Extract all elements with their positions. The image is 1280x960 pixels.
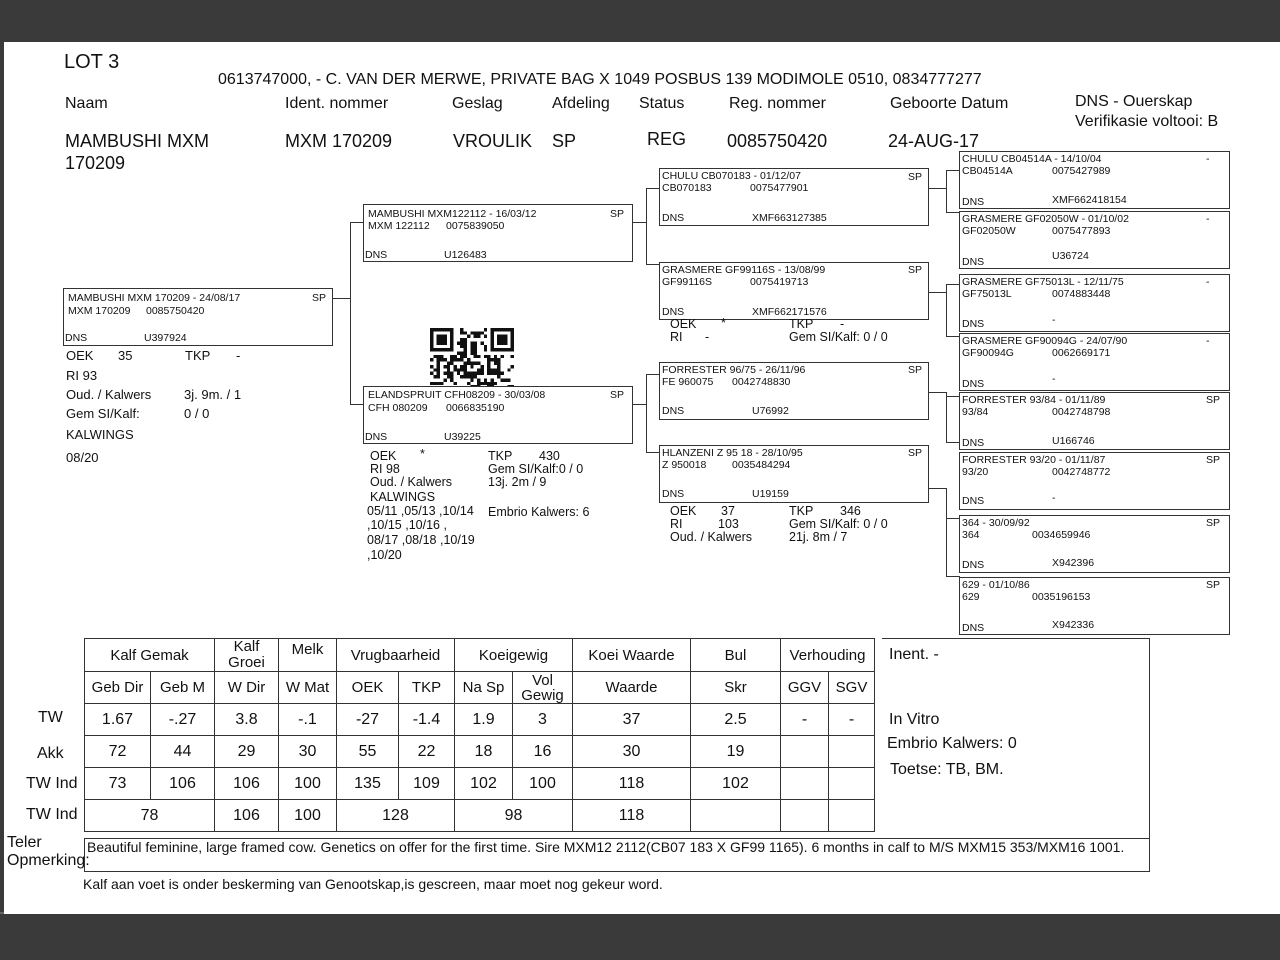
dam-dns: DNS [365,431,388,443]
ss-id: CB070183 [662,182,712,194]
dd-reg: 0035484294 [732,459,791,471]
footer-note: Kalf aan voet is onder beskerming van Genootskap,is gescreen, maar moet nog gekeur word. [83,876,663,892]
ggp-dns: DNS [962,495,985,507]
ggp-dnscode: - [1052,373,1056,385]
pedigree-ggp-box-2 [959,211,1230,269]
pedigree-sire-dam-box [659,262,929,320]
label-afdeling: Afdeling [552,95,610,112]
dam-ri: RI 98 [370,462,400,476]
pedigree-ggp-box-5 [959,392,1230,450]
table-cell: 55 [337,736,399,768]
pedigree-dam-sire-box [659,362,929,420]
pedigree-ggp-box-6 [959,452,1230,510]
dam-dnscode: U39225 [444,431,481,443]
ggp-sp: - [1206,153,1210,165]
ggp-title: GRASMERE GF90094G - 24/07/90 [962,335,1128,347]
dam-oek: * [420,447,425,461]
col-skr: Skr [691,672,781,704]
group-kalf-groei: Kalf Groei [215,639,279,672]
pedigree-ggp-box-8 [959,577,1230,635]
dam-tkp: 430 [539,449,560,463]
dam-kalwings: KALWINGS [370,490,436,504]
table-cell: 118 [573,768,691,800]
sire-reg: 0075839050 [446,220,505,232]
dd-tkp: 346 [840,504,861,518]
remarks-text: Beautiful feminine, large framed cow. Genetics on offer for the first time. Sire MXM12 2112(CB07 183 X GF99 1165). 6 months in calf to M/S MXM15 353/MXM16 1001. [87,839,1125,855]
dd-id: Z 950018 [662,459,707,471]
table-cell: 3.8 [215,704,279,736]
animal-gem-label: Gem SI/Kalf: [66,406,140,421]
ggp-reg: 0042748798 [1052,406,1111,418]
dd-tkp-label: TKP [789,504,814,518]
table-cell: 100 [513,768,573,800]
dd-title: HLANZENI Z 95 18 - 28/10/95 [662,447,803,459]
sd-dns: DNS [662,306,685,318]
toetse-text: Toetse: TB, BM. [890,761,1004,778]
col-waarde: Waarde [573,672,691,704]
table-cell: -.27 [151,704,215,736]
table-cell: 1.67 [85,704,151,736]
animal-box-dns: DNS [65,332,88,344]
teler-label: Teler [7,834,42,851]
table-cell [781,800,829,832]
row-label-tw-ind: TW Ind [26,775,78,792]
table-cell [781,736,829,768]
in-vitro-text: In Vitro [889,711,940,728]
ident-value: MXM 170209 [285,131,393,151]
table-row-tw-ind-2 [85,800,875,832]
animal-oek: 35 [118,348,133,363]
table-cell: 16 [513,736,573,768]
dd-dnscode: U19159 [752,488,789,500]
ggp-id: 93/84 [962,406,989,418]
dd-oek: 37 [721,504,735,518]
ggp-title: 629 - 01/10/86 [962,579,1030,591]
ggp-dnscode: U166746 [1052,435,1095,447]
ggp-title: GRASMERE GF75013L - 12/11/75 [962,276,1124,288]
dd-oek-label: OEK [670,504,697,518]
pedigree-dam-box [363,386,633,444]
row-label-tw: TW [38,709,63,726]
ds-title: FORRESTER 96/75 - 26/11/96 [662,364,806,376]
ggp-id: GF02050W [962,225,1016,237]
ggp-reg: 0062669171 [1052,347,1111,359]
group-kalf-gemak: Kalf Gemak [85,639,215,672]
table-cell: 102 [455,768,513,800]
label-geboorte: Geboorte Datum [890,95,1009,112]
table-cell: 118 [573,800,691,832]
table-cell: 109 [399,768,455,800]
group-melk: Melk [279,639,337,672]
ggp-id: 364 [962,529,980,541]
ds-dns: DNS [662,405,685,417]
ds-reg: 0042748830 [732,376,791,388]
ggp-sp: SP [1206,517,1221,529]
ggp-dnscode: - [1052,314,1056,326]
dam-sp: SP [610,389,625,401]
animal-box-id: MXM 170209 [68,305,131,317]
sd-reg: 0075419713 [750,276,809,288]
group-koeigewig: Koeigewig [455,639,573,672]
ggp-title: 364 - 30/09/92 [962,517,1030,529]
ss-title: CHULU CB070183 - 01/12/07 [662,170,801,182]
table-cell: 106 [215,800,279,832]
pedigree-sire-sire-box [659,168,929,226]
col-w-dir: W Dir [215,672,279,704]
animal-box-dnscode: U397924 [144,332,187,344]
row-label-akk: Akk [37,745,64,762]
table-cell [781,768,829,800]
sd-dnscode: XMF662171576 [752,306,827,318]
ggp-dnscode: X942336 [1052,619,1095,631]
ggp-reg: 0035196153 [1032,591,1091,603]
animal-box-title: MAMBUSHI MXM 170209 - 24/08/17 [68,292,241,304]
group-verhouding: Verhouding [781,639,875,672]
label-ident: Ident. nommer [285,95,389,112]
table-cell: 128 [337,800,455,832]
sire-id: MXM 122112 [368,220,430,232]
dd-dns: DNS [662,488,685,500]
table-cell: 100 [279,800,337,832]
bottom-bar [0,914,1280,960]
table-cell: 18 [455,736,513,768]
table-cell: -.1 [279,704,337,736]
dd-sp: SP [908,447,923,459]
animal-name-line2: 170209 [65,153,126,173]
ggp-reg: 0075427989 [1052,165,1111,177]
sd-ri-label: RI [670,330,683,344]
col-geb-dir: Geb Dir [85,672,151,704]
ggp-dns: DNS [962,196,985,208]
sd-ri: - [705,330,710,344]
dam-title: ELANDSPRUIT CFH08209 - 30/03/08 [368,389,546,401]
table-row-akk [85,736,875,768]
animal-gem: 0 / 0 [184,406,210,421]
ggp-id: GF90094G [962,347,1014,359]
ggp-dns: DNS [962,256,985,268]
ss-dnscode: XMF663127385 [752,212,827,224]
reproduction-info-panel [882,638,1150,839]
reg-value: 0085750420 [727,131,828,151]
table-cell: 30 [279,736,337,768]
col-oek: OEK [337,672,399,704]
table-cell: 98 [455,800,573,832]
dam-oek-label: OEK [370,449,397,463]
dam-reg: 0066835190 [446,402,505,414]
col-w-mat: W Mat [279,672,337,704]
pedigree-ggp-box-4 [959,333,1230,391]
row-label-tw-ind-2: TW Ind [26,806,78,823]
ggp-reg: 0075477893 [1052,225,1111,237]
status-value: REG [647,129,687,149]
geboorte-value: 24-AUG-17 [888,131,980,151]
dd-gem: Gem SI/Kalf: 0 / 0 [789,517,888,531]
genetic-stats-table [84,638,875,832]
pedigree-ggp-box-7 [959,515,1230,573]
ggp-id: 629 [962,591,980,603]
group-vrugbaarheid: Vrugbaarheid [337,639,455,672]
ggp-dns: DNS [962,622,985,634]
table-cell: 3 [513,704,573,736]
inent-text: Inent. - [889,646,939,663]
lot-number: LOT 3 [64,51,120,73]
animal-kalwings: KALWINGS [66,427,134,442]
ggp-id: CB04514A [962,165,1013,177]
animal-box-sp: SP [312,292,327,304]
table-cell: 102 [691,768,781,800]
ss-dns: DNS [662,212,685,224]
ss-sp: SP [908,171,923,183]
animal-oud: 3j. 9m. / 1 [184,387,242,402]
ggp-title: CHULU CB04514A - 14/10/04 [962,153,1102,165]
sire-dnscode: U126483 [444,249,487,261]
col-vol-gewig: Vol Gewig [513,672,573,704]
table-cell: 30 [573,736,691,768]
dam-gem: Gem SI/Kalf:0 / 0 [488,462,584,476]
geslag-value: VROULIK [453,131,533,151]
table-cell: 100 [279,768,337,800]
table-row-tw-ind [85,768,875,800]
label-dns: DNS - Ouerskap [1075,93,1193,110]
afdeling-value: SP [552,131,577,151]
dam-kalwings-dates-1: 05/11 ,05/13 ,10/14 [367,504,474,518]
sd-id: GF99116S [662,276,713,288]
ggp-reg: 0034659946 [1032,529,1091,541]
table-cell: 135 [337,768,399,800]
table-cell: 106 [215,768,279,800]
group-bul: Bul [691,639,781,672]
dam-oud-label: Oud. / Kalwers [370,475,452,489]
pedigree-dam-dam-box [659,445,929,503]
ggp-reg: 0074883448 [1052,288,1111,300]
dam-kalwings-dates-3: 08/17 ,08/18 ,10/19 [367,533,475,547]
ggp-dnscode: U36724 [1052,250,1089,262]
dd-ri-label: RI [670,517,683,531]
label-reg: Reg. nommer [729,95,826,112]
sd-title: GRASMERE GF99116S - 13/08/99 [662,264,826,276]
table-cell: 44 [151,736,215,768]
sd-tkp-label: TKP [789,317,814,331]
sd-oek-label: OEK [670,317,697,331]
col-na-sp: Na Sp [455,672,513,704]
ggp-id: 93/20 [962,466,989,478]
ggp-title: FORRESTER 93/20 - 01/11/87 [962,454,1106,466]
table-header-row [85,639,875,672]
table-cell: -1.4 [399,704,455,736]
table-cell: 29 [215,736,279,768]
ggp-title: FORRESTER 93/84 - 01/11/89 [962,394,1106,406]
animal-oud-label: Oud. / Kalwers [66,387,152,402]
table-cell: 19 [691,736,781,768]
table-cell: 37 [573,704,691,736]
dam-id: CFH 080209 [368,402,428,414]
table-cell: - [829,704,875,736]
sd-sp: SP [908,264,923,276]
table-cell [691,800,781,832]
animal-oek-label: OEK [66,348,94,363]
animal-ri: RI 93 [66,368,98,383]
animal-tkp-label: TKP [185,348,211,363]
ggp-sp: SP [1206,394,1221,406]
dam-embrio: Embrio Kalwers: 6 [488,505,590,519]
dd-ri: 103 [718,517,739,531]
table-row-tw [85,704,875,736]
ss-reg: 0075477901 [750,182,809,194]
ggp-sp: SP [1206,579,1221,591]
table-cell: 72 [85,736,151,768]
ggp-dns: DNS [962,437,985,449]
label-status: Status [639,95,685,112]
animal-tkp: - [236,348,241,363]
table-cell: 78 [85,800,215,832]
opmerking-label: Opmerking: [7,852,90,869]
ggp-sp: - [1206,276,1210,288]
sire-dns: DNS [365,249,388,261]
label-naam: Naam [65,95,108,112]
pedigree-ggp-box-1 [959,151,1230,209]
col-geb-m: Geb M [151,672,215,704]
label-verifikasie: Verifikasie voltooi: B [1075,113,1219,130]
table-cell: 22 [399,736,455,768]
dd-oud: 21j. 8m / 7 [789,530,848,544]
table-cell: 2.5 [691,704,781,736]
dam-tkp-label: TKP [488,449,513,463]
ggp-sp: - [1206,335,1210,347]
table-cell: - [781,704,829,736]
table-cell: -27 [337,704,399,736]
animal-kalwings-dates: 08/20 [66,450,99,465]
animal-box-reg: 0085750420 [146,305,205,317]
sd-oek: * [721,316,726,330]
table-cell: 106 [151,768,215,800]
ggp-dnscode: - [1052,492,1056,504]
ggp-sp: - [1206,213,1210,225]
table-cell: 73 [85,768,151,800]
ds-id: FE 960075 [662,376,714,388]
table-cell [829,800,875,832]
owner-line: 0613747000, - C. VAN DER MERWE, PRIVATE BAG X 1049 POSBUS 139 MODIMOLE 0510, 0834777277 [218,71,982,88]
animal-name: MAMBUSHI MXM [65,131,209,151]
ggp-id: GF75013L [962,288,1012,300]
ggp-title: GRASMERE GF02050W - 01/10/02 [962,213,1129,225]
table-cell [829,736,875,768]
pedigree-ggp-box-3 [959,274,1230,332]
sire-title: MAMBUSHI MXM122112 - 16/03/12 [368,208,537,220]
sd-gem: Gem SI/Kalf: 0 / 0 [789,330,888,344]
col-sgv: SGV [829,672,875,704]
ggp-dnscode: X942396 [1052,557,1095,569]
dd-oud-label: Oud. / Kalwers [670,530,752,544]
ggp-dns: DNS [962,378,985,390]
catalog-sheet [4,42,1280,914]
col-tkp: TKP [399,672,455,704]
dam-kalwings-dates-4: ,10/20 [367,548,402,562]
ds-dnscode: U76992 [752,405,789,417]
ds-sp: SP [908,364,923,376]
group-koei-waarde: Koei Waarde [573,639,691,672]
ggp-reg: 0042748772 [1052,466,1111,478]
table-cell [829,768,875,800]
col-ggv: GGV [781,672,829,704]
remarks-box [84,838,1150,872]
sd-tkp: - [840,317,845,331]
table-subheader-row [85,672,875,704]
table-cell: 1.9 [455,704,513,736]
dam-kalwings-dates-2: ,10/15 ,10/16 , [367,518,447,532]
pedigree-animal-box [63,288,333,346]
ggp-sp: SP [1206,454,1221,466]
ggp-dnscode: XMF662418154 [1052,194,1127,206]
embrio-kalwers-text: Embrio Kalwers: 0 [887,735,1017,752]
ggp-dns: DNS [962,318,985,330]
ggp-dns: DNS [962,559,985,571]
sire-sp: SP [610,208,625,220]
pedigree-sire-box [363,204,633,262]
dam-oud: 13j. 2m / 9 [488,475,547,489]
label-geslag: Geslag [452,95,503,112]
